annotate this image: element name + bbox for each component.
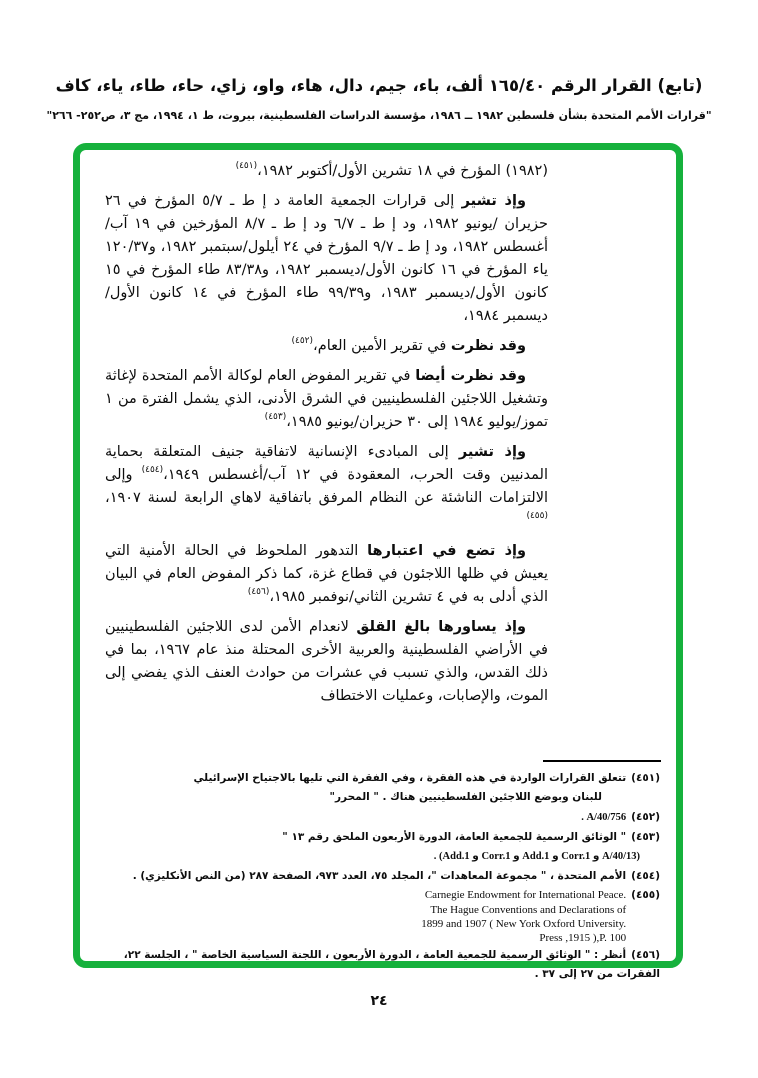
paragraph-text: التدهور الملحوظ في الحالة الأمنية التي يعيش في ظلها اللاجئون في قطاع غزة، كما ذكر المفوض العام في البيان الذي أدلى به في ٤ تشرين الثاني/نوفمبر ١٩٨٥، <box>105 543 548 605</box>
citation-line: Press ,1915 ),P. 100 <box>539 932 627 945</box>
paragraph-lead: وإذ تضع في اعتبارها <box>367 543 526 559</box>
paragraph-3 <box>105 335 548 358</box>
header-source: "قرارات الأمم المتحدة بشأن فلسطين ١٩٨٢ ــ ١٩٨٦، مؤسسة الدراسات الفلسطينية، بيروت، ط ١، ١٩٩٤، مج ٣، ص٢٥٢- ٢٦٦" <box>46 109 712 122</box>
footnotes-section <box>100 769 660 984</box>
footnote-marker: (٤٥٣) <box>631 831 660 844</box>
footnote-ref-455: (٤٥٥) <box>526 511 548 522</box>
citation-line: Carnegie Endowment for International Peace. <box>424 889 627 902</box>
paragraph-lead: وإذ يساورها بالغ القلق <box>356 619 526 635</box>
paragraph-text: في تقرير الأمين العام، <box>313 338 451 354</box>
footnote-marker: (٤٥٤) <box>631 869 660 882</box>
footnote-453 <box>100 828 660 846</box>
footnote-452 <box>100 808 660 827</box>
header-title: (تابع) القرار الرقم ١٦٥/٤٠ ألف، باء، جيم، دال، هاء، واو، زاي، حاء، طاء، ياء، كاف <box>55 76 703 95</box>
footnote-text: " الوثائق الرسمية للجمعية العامة، الدورة الأربعون الملحق رقم ١٣ " <box>282 831 627 844</box>
paragraph-text: إلى قرارات الجمعية العامة د إ ط ـ ٥/٧ المؤرخ في ٢٦ حزيران /يونيو ١٩٨٢، ود إ ط ـ ٦/٧ ود إ ط ـ ٨/٧ المؤرخين في ١٩ آب/أغسطس ١٩٨٢، ود إ ط ـ ٩/٧ المؤرخ في ٢٤ أيلول/سبتمبر ١٩٨٢، و١٢٠/٣٧ ياء المؤرخ في ١٦ كانون الأول/ديسمبر ١٩٨٢، و٨٣/٣٨ طاء المؤرخ في ١٥ كانون الأول/ديسمبر ١٩٨٣، و٩٩/٣٩ طاء المؤرخ في ١٤ كانون الأول/ديسمبر ١٩٨٤، <box>105 193 549 324</box>
citation-line: The Hague Conventions and Declarations of <box>430 903 627 916</box>
paragraph-7 <box>105 616 548 708</box>
paragraph-lead: وقد نظرت أيضا <box>415 368 526 384</box>
footnote-text: A/40/756 . <box>581 811 627 823</box>
citation-line: 1899 and 1907 ( New York Oxford University. <box>421 917 627 930</box>
footnote-ref-456: (٤٥٦) <box>247 587 270 598</box>
footnote-text: أنظر : " الوثائق الرسمية للجمعية العامة ، الدورة الأربعون ، اللجنة السياسية الخاصة " ، الجلسة ٢٢، الفقرات من ٢٧ إلى ٣٧ . <box>123 949 660 980</box>
footnote-454 <box>100 867 660 885</box>
footnote-ref-453: (٤٥٣) <box>264 412 287 423</box>
paragraph-2 <box>105 190 548 328</box>
paragraph-lead: وإذ تشير <box>461 193 526 209</box>
footnote-ref-451: (٤٥١) <box>235 161 258 172</box>
paragraph-text: (١٩٨٢) المؤرخ في ١٨ تشرين الأول/أكتوبر ١٩٨٢، <box>257 163 548 179</box>
paragraph-1 <box>105 160 548 183</box>
paragraph-text: وإلى الالتزامات الناشئة عن النظام المرفق باتفاقية لاهاي الرابعة لسنة ١٩٠٧، <box>105 467 548 506</box>
footnote-text: الأمم المتحدة ، " مجموعة المعاهدات "، المجلد ٧٥، العدد ٩٧٣، الصفحة ٢٨٧ (من النص الأنكليزي) . <box>132 869 627 882</box>
footnote-453-continued: (A/40/13 و Corr.1 و Add.1 و Corr.1 و Add.1) . <box>433 850 640 862</box>
page-number: ٢٤ <box>370 993 388 1009</box>
paragraph-text: في تقرير المفوض العام لوكالة الأمم المتحدة لإغاثة وتشغيل اللاجئين الفلسطينيين في الشرق الأدنى، الذي يشمل الفترة من ١ تموز/يوليو ١٩٨٤ إلى ٣٠ حزيران/يونيو ١٩٨٥، <box>105 368 548 430</box>
footnote-text: تتعلق القرارات الواردة في هذه الفقرة ، وفي الفقرة التي تليها بالاجتياح الإسرائيلي <box>193 772 627 784</box>
resolution-body <box>105 160 548 715</box>
footnote-ref-452: (٤٥٢) <box>291 336 314 347</box>
paragraph-text: إلى المبادىء الإنسانية لاتفاقية جنيف المتعلقة بحماية المدنيين وقت الحرب، المعقودة في ١٢ آب/أغسطس ١٩٤٩، <box>105 444 548 483</box>
footnote-marker: (٤٥١) <box>631 772 660 784</box>
paragraph-5 <box>105 441 548 533</box>
footnote-455 <box>100 886 660 945</box>
paragraph-text: لانعدام الأمن لدى اللاجئين الفلسطينيين في الأراضي الفلسطينية والعربية الأخرى المحتلة منذ عام ١٩٦٧، بما في ذلك القدس، والذي تسبب في عشرات من حوادث العنف الذي يفضي إلى الموت، والإصابات، وعمليات الاختطاف <box>105 619 548 704</box>
footnote-separator <box>543 760 661 762</box>
footnote-marker: (٤٥٦) <box>631 949 660 962</box>
paragraph-4 <box>105 365 548 434</box>
footnote-ref-454: (٤٥٤) <box>141 465 164 476</box>
footnote-451-continued: للبنان وبوضع اللاجئين الفلسطينيين هناك . " المحرر" <box>329 791 602 804</box>
paragraph-lead: وقد نظرت <box>450 338 526 354</box>
paragraph-6 <box>105 540 548 609</box>
footnote-marker: (٤٥٥) <box>631 889 660 902</box>
footnote-456 <box>100 946 660 983</box>
footnote-marker: (٤٥٢) <box>631 810 660 823</box>
footnote-english-citation <box>421 886 626 945</box>
paragraph-lead: وإذ تشير <box>458 444 526 460</box>
footnote-451 <box>100 769 660 787</box>
